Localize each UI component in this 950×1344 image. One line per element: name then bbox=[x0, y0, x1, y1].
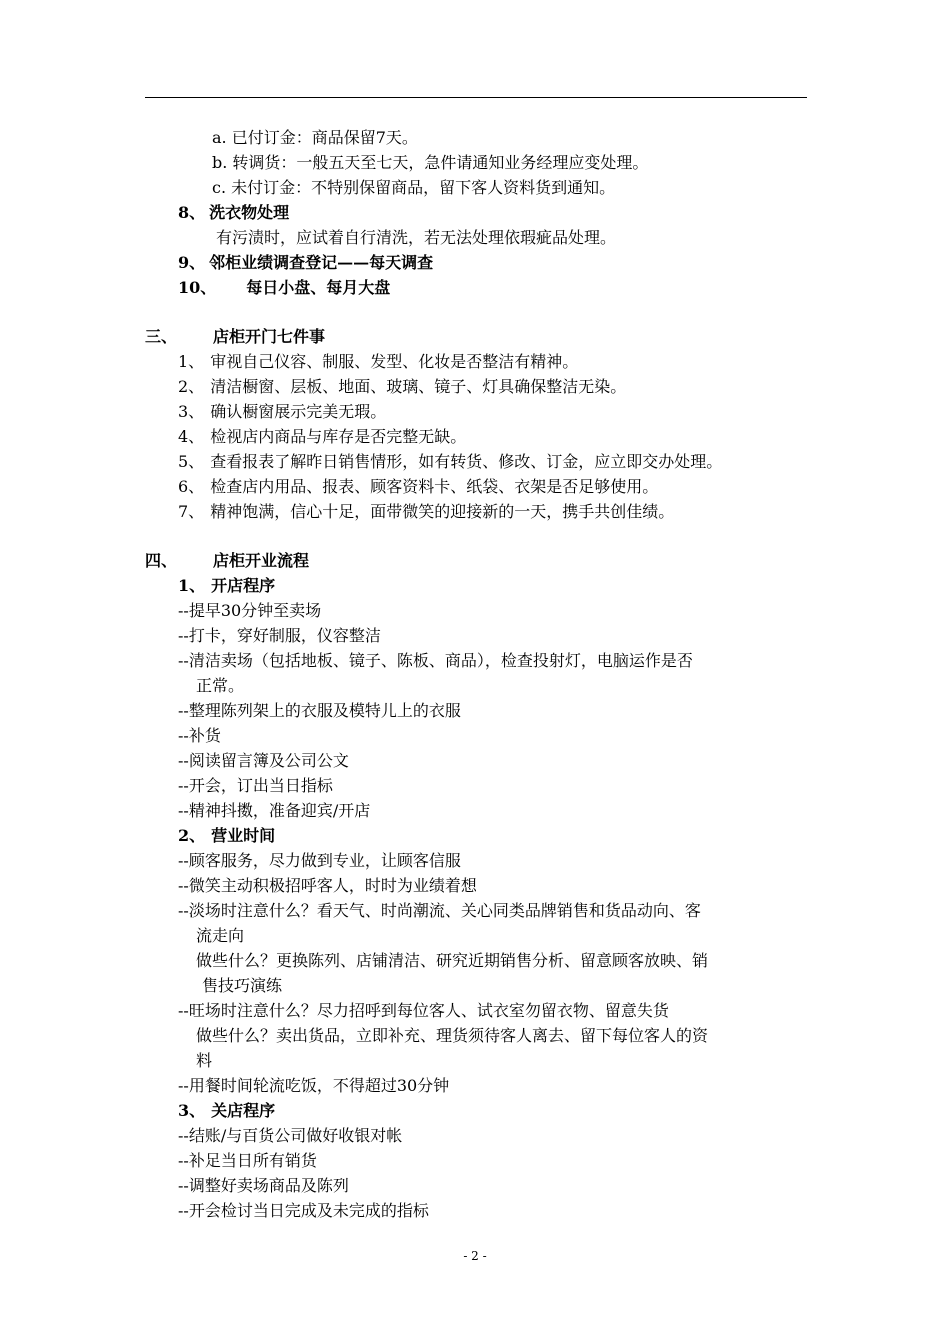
item-8-heading bbox=[178, 203, 289, 223]
item-title: 邻柜业绩调查登记——每天调查 bbox=[209, 253, 434, 272]
list-item: --调整好卖场商品及陈列 bbox=[178, 1176, 349, 1195]
list-item: 2、 清洁橱窗、层板、地面、玻璃、镜子、灯具确保整洁无染。 bbox=[178, 377, 627, 396]
subsection-1-heading: 1、 开店程序 bbox=[178, 576, 276, 595]
list-item: --开会检讨当日完成及未完成的指标 bbox=[178, 1201, 429, 1220]
list-item: 做些什么？更换陈列、店铺清洁、研究近期销售分析、留意顾客放映、销 bbox=[196, 951, 709, 970]
list-item: 1、 审视自己仪容、制服、发型、化妆是否整洁有精神。 bbox=[178, 352, 579, 371]
page-number: - 2 - bbox=[463, 1249, 487, 1263]
list-item: --旺场时注意什么？尽力招呼到每位客人、试衣室勿留衣物、留意失货 bbox=[178, 1001, 669, 1020]
list-item: --用餐时间轮流吃饭，不得超过30分钟 bbox=[178, 1076, 450, 1095]
section-4-heading bbox=[145, 551, 309, 571]
list-item-continuation: 正常。 bbox=[196, 676, 245, 695]
section-number: 三、 bbox=[145, 327, 178, 346]
item-title: 每日小盘、每月大盘 bbox=[246, 278, 391, 297]
list-item-continuation: 售技巧演练 bbox=[202, 976, 283, 995]
section-number: 四、 bbox=[145, 551, 178, 570]
list-item: --补足当日所有销货 bbox=[178, 1151, 317, 1170]
list-item: 5、 查看报表了解昨日销售情形，如有转货、修改、订金，应立即交办处理。 bbox=[178, 452, 723, 471]
list-item: --微笑主动积极招呼客人，时时为业绩着想 bbox=[178, 876, 477, 895]
list-item: 做些什么？卖出货品，立即补充、理货须待客人离去、留下每位客人的资 bbox=[196, 1026, 709, 1045]
list-item: --整理陈列架上的衣服及模特儿上的衣服 bbox=[178, 701, 461, 720]
list-item: --打卡，穿好制服，仪容整洁 bbox=[178, 626, 381, 645]
list-item: --结账/与百货公司做好收银对帐 bbox=[178, 1126, 403, 1145]
list-item: --开会，订出当日指标 bbox=[178, 776, 333, 795]
section-3-heading bbox=[145, 327, 325, 347]
item-9-heading bbox=[178, 253, 433, 273]
list-item: 3、 确认橱窗展示完美无瑕。 bbox=[178, 402, 387, 421]
item-number: 8、 bbox=[178, 203, 206, 222]
list-item-continuation: 流走向 bbox=[196, 926, 245, 945]
list-item: --阅读留言簿及公司公文 bbox=[178, 751, 349, 770]
list-item: 7、 精神饱满，信心十足，面带微笑的迎接新的一天，携手共创佳绩。 bbox=[178, 502, 675, 521]
list-item-continuation: 料 bbox=[196, 1051, 213, 1070]
section-title: 店柜开业流程 bbox=[213, 551, 310, 570]
list-item: c. 未付订金：不特别保留商品，留下客人资料货到通知。 bbox=[212, 178, 616, 197]
list-item: a. 已付订金：商品保留7天。 bbox=[212, 128, 418, 147]
list-item: --清洁卖场（包括地板、镜子、陈板、商品），检查投射灯，电脑运作是否 bbox=[178, 651, 693, 670]
item-number: 10、 bbox=[178, 278, 217, 297]
header-rule bbox=[145, 97, 807, 98]
list-item: --提早30分钟至卖场 bbox=[178, 601, 322, 620]
subsection-2-heading: 2、 营业时间 bbox=[178, 826, 276, 845]
list-item: --补货 bbox=[178, 726, 221, 745]
list-item: 4、 检视店内商品与库存是否完整无缺。 bbox=[178, 427, 467, 446]
item-8-body: 有污渍时，应试着自行清洗，若无法处理依瑕疵品处理。 bbox=[216, 228, 617, 247]
subsection-3-heading: 3、 关店程序 bbox=[178, 1101, 276, 1120]
item-number: 9、 bbox=[178, 253, 206, 272]
list-item: b. 转调货：一般五天至七天，急件请通知业务经理应变处理。 bbox=[212, 153, 649, 172]
item-title: 洗衣物处理 bbox=[209, 203, 290, 222]
list-item: 6、 检查店内用品、报表、顾客资料卡、纸袋、衣架是否足够使用。 bbox=[178, 477, 659, 496]
item-10-heading bbox=[178, 278, 390, 298]
list-item: --顾客服务，尽力做到专业，让顾客信服 bbox=[178, 851, 461, 870]
list-item: --精神抖擞，准备迎宾/开店 bbox=[178, 801, 371, 820]
section-title: 店柜开门七件事 bbox=[213, 327, 326, 346]
list-item: --淡场时注意什么？看天气、时尚潮流、关心同类品牌销售和货品动向、客 bbox=[178, 901, 701, 920]
